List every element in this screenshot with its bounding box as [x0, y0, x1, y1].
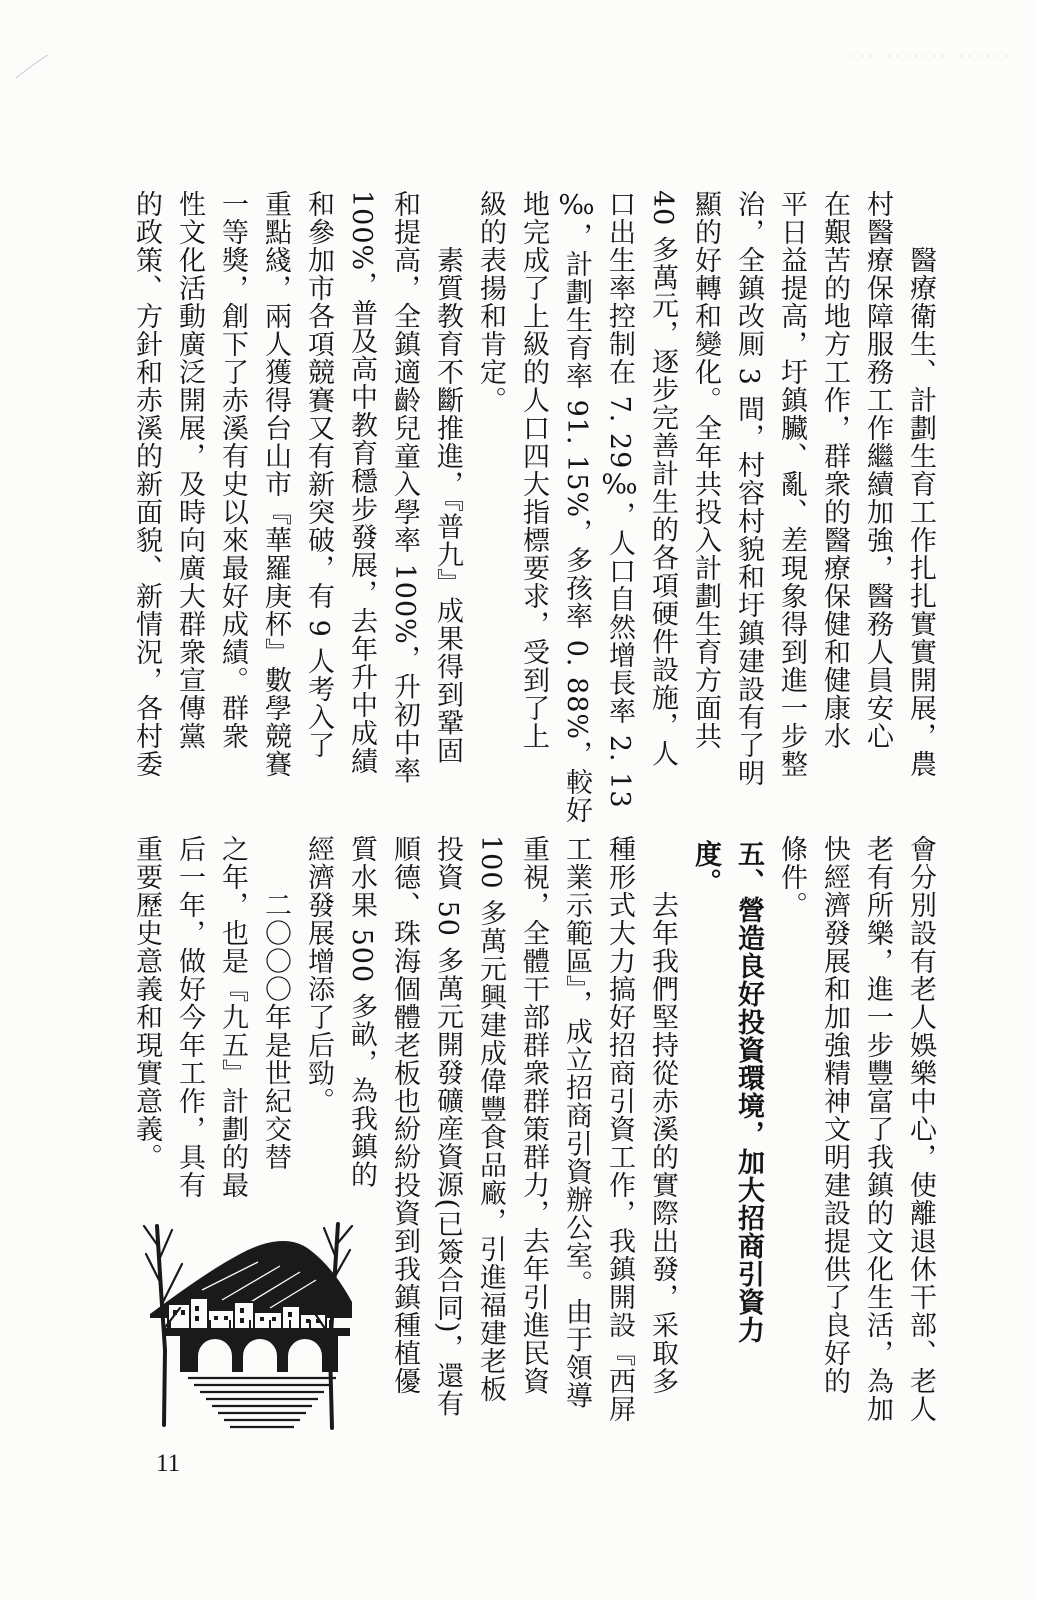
text-column: 40 多萬元，逐步完善計生的各項硬件設施，人 — [647, 190, 678, 768]
scan-dots — [850, 52, 1010, 60]
text-column: 100 多萬元興建成偉豐食品廠，引進福建老板 — [475, 835, 506, 1404]
text-column: 性文化活動廣泛開展，及時向廣大群衆宣傳黨 — [174, 190, 205, 750]
text-column: 投資 50 多萬元開發礦産資源(已簽合同)，還有 — [432, 835, 463, 1418]
steps — [188, 1378, 336, 1427]
page-number: 11 — [156, 1450, 181, 1477]
text-column: 工業示範區』，成立招商引資辦公室。由于領導 — [561, 835, 592, 1410]
text-column: 級的表揚和肯定。 — [475, 190, 506, 414]
text-column: 在艱苦的地方工作，群衆的醫療保健和健康水 — [819, 190, 850, 750]
text-column: 一等獎，創下了赤溪有史以來最好成績。群衆 — [217, 190, 248, 750]
text-column: 顯的好轉和變化。全年共投入計劃生育方面共 — [690, 190, 721, 750]
text-column: 后一年，做好今年工作，具有 — [174, 835, 205, 1199]
text-column: 經濟發展增添了后勁。 — [303, 835, 334, 1115]
text-column: 和參加市各項競賽又有新突破，有 9 人考入了 — [303, 190, 334, 760]
text-column: 平日益提高，圩鎮臟、亂、差現象得到進一步整 — [776, 190, 807, 778]
section-heading-continued: 度。 — [690, 840, 721, 896]
text-column: 老有所樂，進一步豐富了我鎮的文化生活，為加 — [862, 835, 893, 1423]
text-column: 治，全鎮改厠 3 間，村容村貌和圩鎮建設有了明 — [733, 190, 764, 788]
text-column: 的政策、方針和赤溪的新面貌、新情況，各村委 — [131, 190, 162, 778]
text-column: 二〇〇〇年是世紀交替 — [260, 891, 291, 1171]
text-column: 素質教育不斷推進，『普九』成果得到鞏固 — [432, 246, 463, 765]
text-column: 種形式大力搞好招商引資工作，我鎮開設『西屏 — [604, 835, 635, 1423]
text-column: 醫療衛生、計劃生育工作扎扎實實開展，農 — [905, 246, 936, 778]
text-column: 快經濟發展和加強精神文明建設提供了良好的 — [819, 835, 850, 1395]
text-column: ‰，計劃生育率 91. 15%，多孩率 0. 88%，較好 — [561, 190, 592, 825]
text-column: 順德、珠海個體老板也紛紛投資到我鎮種植優 — [389, 835, 420, 1395]
text-column: 和提高，全鎮適齡兒童入學率 100%，升初中率 — [389, 190, 420, 785]
text-column: 會分別設有老人娛樂中心，使離退休干部、老人 — [905, 835, 936, 1423]
text-column: 口出生率控制在 7. 29‰，人口自然增長率 2. 13 — [604, 190, 635, 809]
text-column: 重要歷史意義和現實意義。 — [131, 835, 162, 1171]
text-column: 重點綫，兩人獲得台山市『華羅庚杯』數學競賽 — [260, 190, 291, 778]
text-column: 之年，也是『九五』計劃的最 — [217, 835, 248, 1199]
bridge-illustration — [140, 1220, 355, 1432]
text-column: 重視，全體干部群衆群策群力，去年引進民資 — [518, 835, 549, 1395]
section-heading: 五、營造良好投資環境，加大招商引資力 — [733, 840, 764, 1344]
text-column: 去年我們堅持從赤溪的實際出發，采取多 — [647, 891, 678, 1395]
text-column: 地完成了上級的人口四大指標要求，受到了上 — [518, 190, 549, 750]
text-column: 條件。 — [776, 835, 807, 919]
scan-mark — [14, 52, 50, 80]
text-column: 村醫療保障服務工作繼續加強，醫務人員安心 — [862, 190, 893, 750]
text-column: 100%，普及高中教育穩步發展，去年升中成績 — [346, 190, 377, 776]
text-column: 質水果 500 多畝，為我鎮的 — [346, 835, 377, 1189]
